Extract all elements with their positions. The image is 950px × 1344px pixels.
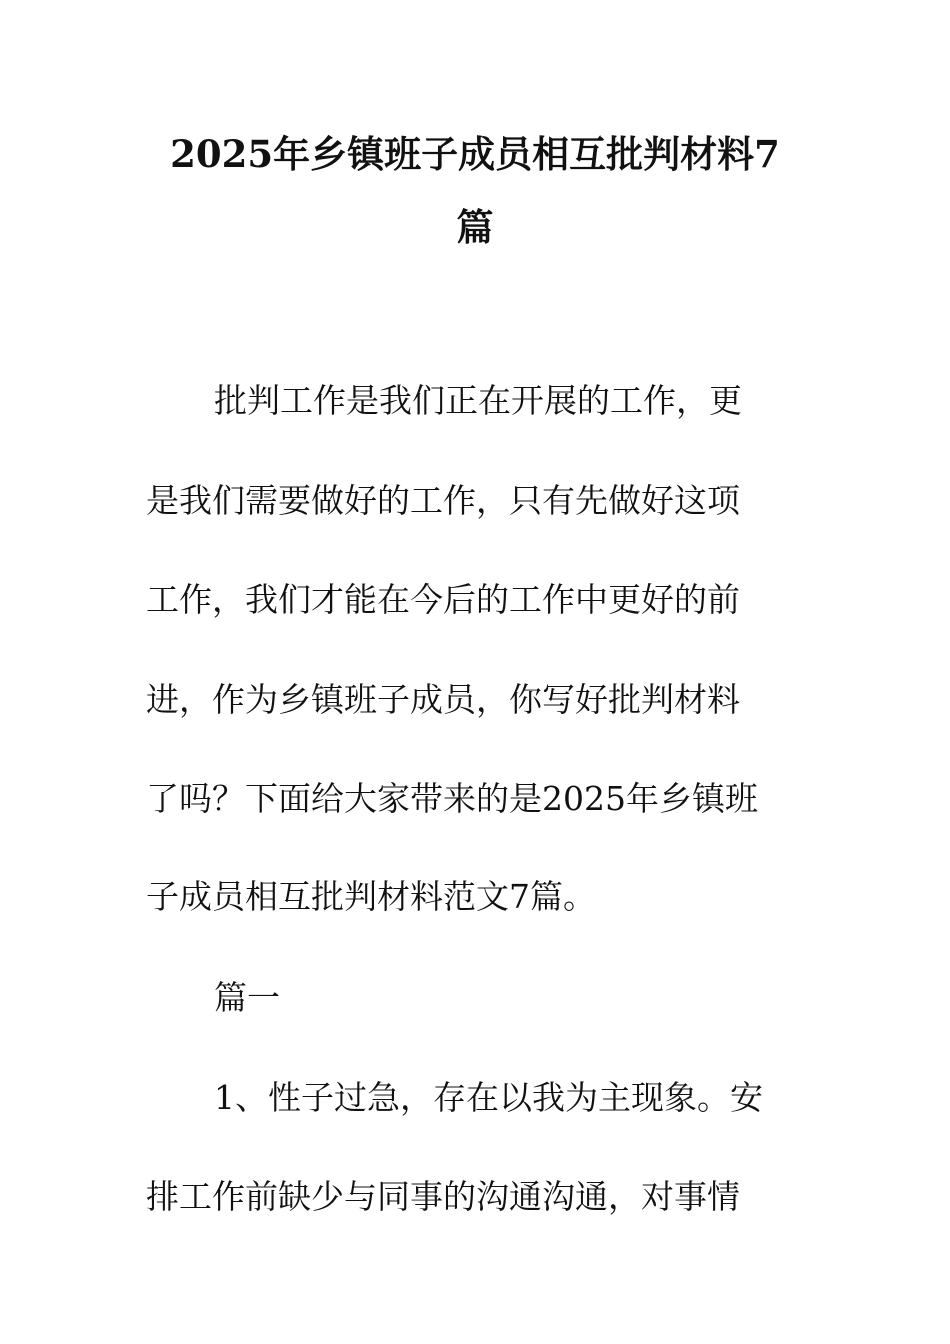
- document-title-line-1: 2025年乡镇班子成员相互批判材料7: [170, 132, 780, 176]
- paragraph-line: 子成员相互批判材料范文7篇。: [146, 877, 596, 916]
- paragraph-line: 工作，我们才能在今后的工作中更好的前: [146, 580, 740, 619]
- paragraph-line: 是我们需要做好的工作，只有先做好这项: [146, 481, 740, 520]
- document-title-line-2: 篇: [456, 205, 494, 249]
- paragraph-line: 批判工作是我们正在开展的工作，更: [214, 381, 742, 420]
- paragraph-line: 排工作前缺少与同事的沟通沟通，对事情: [146, 1177, 740, 1216]
- section-heading: 篇一: [214, 978, 280, 1017]
- paragraph-line: 1、性子过急，存在以我为主现象。安: [214, 1078, 763, 1117]
- paragraph-line: 了吗？下面给大家带来的是2025年乡镇班: [146, 779, 758, 818]
- paragraph-line: 进，作为乡镇班子成员，你写好批判材料: [146, 680, 740, 719]
